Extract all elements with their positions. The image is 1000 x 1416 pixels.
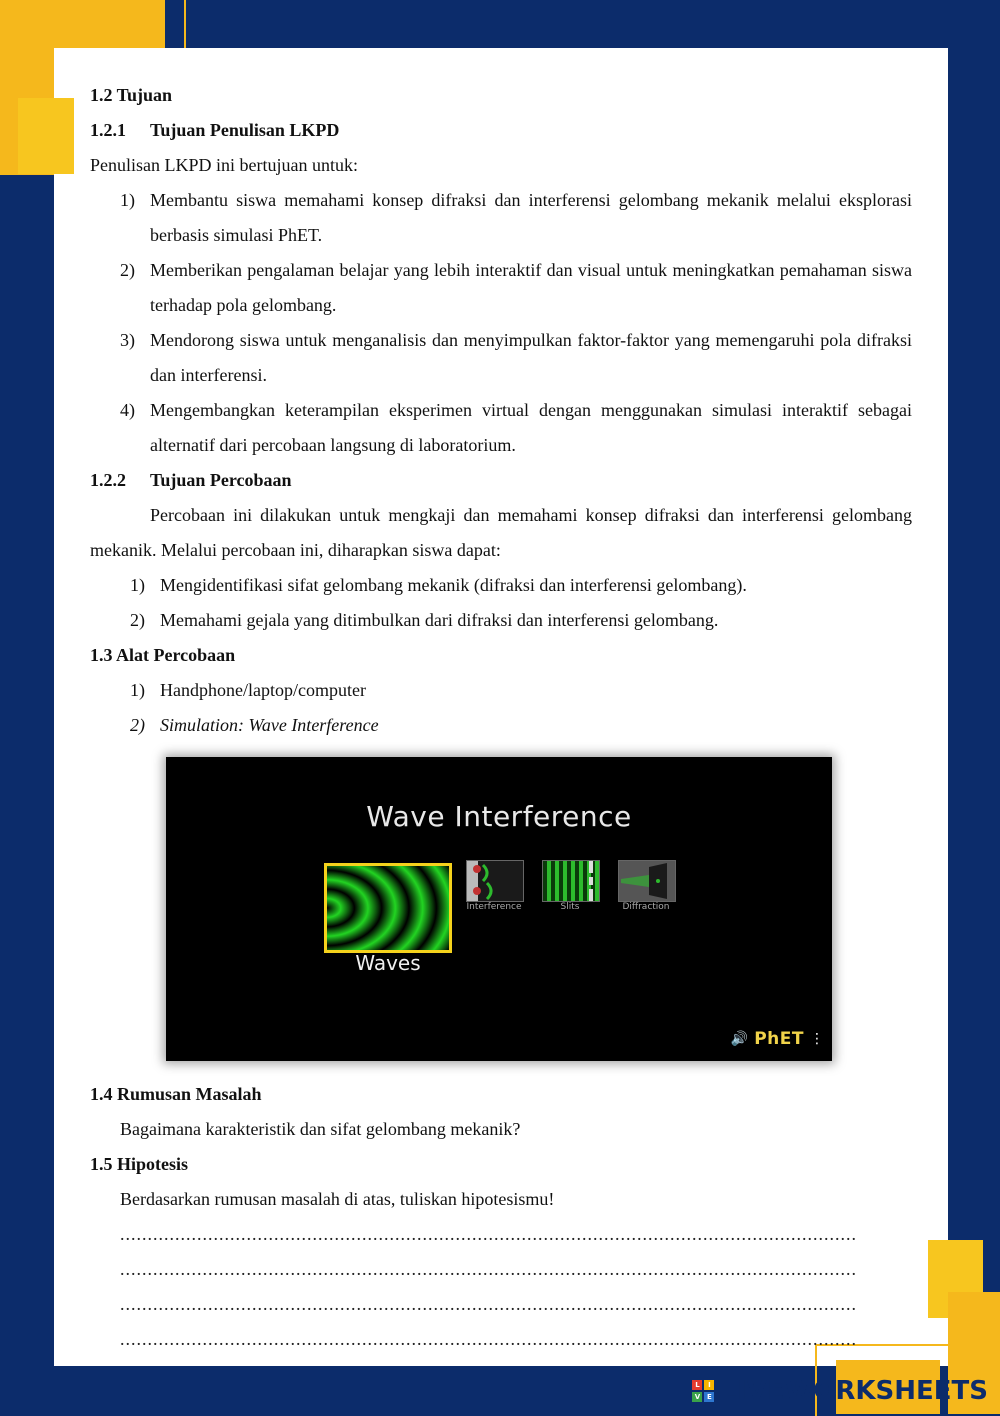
list-text: Memberikan pengalaman belajar yang lebih interaktif dan visual untuk meningkatkan pemahaman siswa terhadap pola gelombang. [150, 260, 912, 315]
answer-line[interactable]: ...................................................................................................................................... [120, 1294, 857, 1314]
list-number: 1) [130, 680, 145, 700]
list-text: Membantu siswa memahami konsep difraksi dan interferensi gelombang mekanik melalui eksplorasi berbasis simulasi PhET. [150, 190, 912, 245]
slits-icon [543, 861, 599, 901]
list-item [90, 568, 912, 603]
list-text: Simulation: Wave Interference [160, 715, 379, 735]
frame-yellow-block-left [18, 98, 74, 174]
list-number: 1) [120, 190, 135, 210]
subsection-number: 1.2.2 [90, 470, 126, 490]
list-item [90, 183, 912, 253]
experiment-paragraph: Percobaan ini dilakukan untuk mengkaji dan memahami konsep difraksi dan interferensi gelombang mekanik. Melalui percobaan ini, diharapkan siswa dapat: [90, 505, 912, 560]
interference-screen-thumbnail[interactable] [466, 860, 524, 902]
list-item [90, 323, 912, 393]
objectives-list [90, 183, 912, 463]
list-item [90, 603, 912, 638]
phet-simulation-screenshot [166, 757, 832, 1061]
answer-line[interactable]: ...................................................................................................................................... [120, 1259, 857, 1279]
phet-logo: PhET [754, 1029, 804, 1049]
sim-footer [731, 1022, 824, 1057]
list-text: Memahami gejala yang ditimbulkan dari difraksi dan interferensi gelombang. [160, 610, 719, 630]
interference-icon [467, 861, 523, 901]
subsection-title: Tujuan Percobaan [150, 470, 292, 490]
waves-label: Waves [355, 951, 421, 975]
liveworksheets-watermark [692, 1376, 988, 1406]
list-item [90, 393, 912, 463]
answer-line[interactable]: ...................................................................................................................................... [120, 1329, 857, 1349]
subsection-number: 1.2.1 [90, 120, 126, 140]
list-text: Handphone/laptop/computer [160, 680, 366, 700]
experiment-objectives-list [90, 568, 912, 638]
problem-statement: Bagaimana karakteristik dan sifat gelombang mekanik? [120, 1119, 521, 1139]
list-text: Mengembangkan keterampilan eksperimen virtual dengan menggunakan simulasi interaktif sebagai alternatif dari percobaan langsung di laboratorium. [150, 400, 912, 455]
document-content [90, 78, 912, 1357]
list-number: 1) [130, 575, 145, 595]
diffraction-icon [619, 861, 675, 901]
section-heading-1-4: 1.4 Rumusan Masalah [90, 1084, 262, 1104]
subsection-title: Tujuan Penulisan LKPD [150, 120, 340, 140]
subsection-heading-1-2-2 [90, 463, 912, 498]
liveworksheets-text: LIVEWORKSHEETS [720, 1376, 988, 1406]
list-item [90, 673, 912, 708]
liveworksheets-badge-icon: L I V E [692, 1380, 714, 1402]
equipment-list [90, 673, 912, 743]
section-heading-1-5: 1.5 Hipotesis [90, 1154, 189, 1174]
list-number: 4) [120, 400, 135, 420]
list-number: 3) [120, 330, 135, 350]
waves-pattern-icon [327, 866, 449, 950]
slits-label: Slits [560, 902, 580, 912]
list-number: 2) [120, 260, 135, 280]
interference-label: Interference [466, 902, 522, 912]
list-item [90, 253, 912, 323]
list-text: Mengidentifikasi sifat gelombang mekanik (difraksi dan interferensi gelombang). [160, 575, 747, 595]
list-item [90, 708, 912, 743]
section-heading-1-2: 1.2 Tujuan [90, 85, 173, 105]
list-number: 2) [130, 715, 145, 735]
list-text: Mendorong siswa untuk menganalisis dan menyimpulkan faktor-faktor yang memengaruhi pola difraksi dan interferensi. [150, 330, 912, 385]
speaker-icon[interactable]: 🔊 [730, 1031, 749, 1047]
list-number: 2) [130, 610, 145, 630]
sim-title: Wave Interference [366, 800, 632, 833]
more-options-icon[interactable]: ⋮ [810, 1031, 824, 1047]
subsection-heading-1-2-1 [90, 113, 912, 148]
intro-text: Penulisan LKPD ini bertujuan untuk: [90, 155, 358, 175]
answer-line[interactable]: ...................................................................................................................................... [120, 1224, 857, 1244]
hypothesis-instruction: Berdasarkan rumusan masalah di atas, tuliskan hipotesismu! [120, 1189, 555, 1209]
slits-screen-thumbnail[interactable] [542, 860, 600, 902]
waves-screen-thumbnail[interactable] [324, 863, 452, 953]
section-heading-1-3: 1.3 Alat Percobaan [90, 645, 236, 665]
diffraction-screen-thumbnail[interactable] [618, 860, 676, 902]
diffraction-label: Diffraction [622, 902, 670, 912]
